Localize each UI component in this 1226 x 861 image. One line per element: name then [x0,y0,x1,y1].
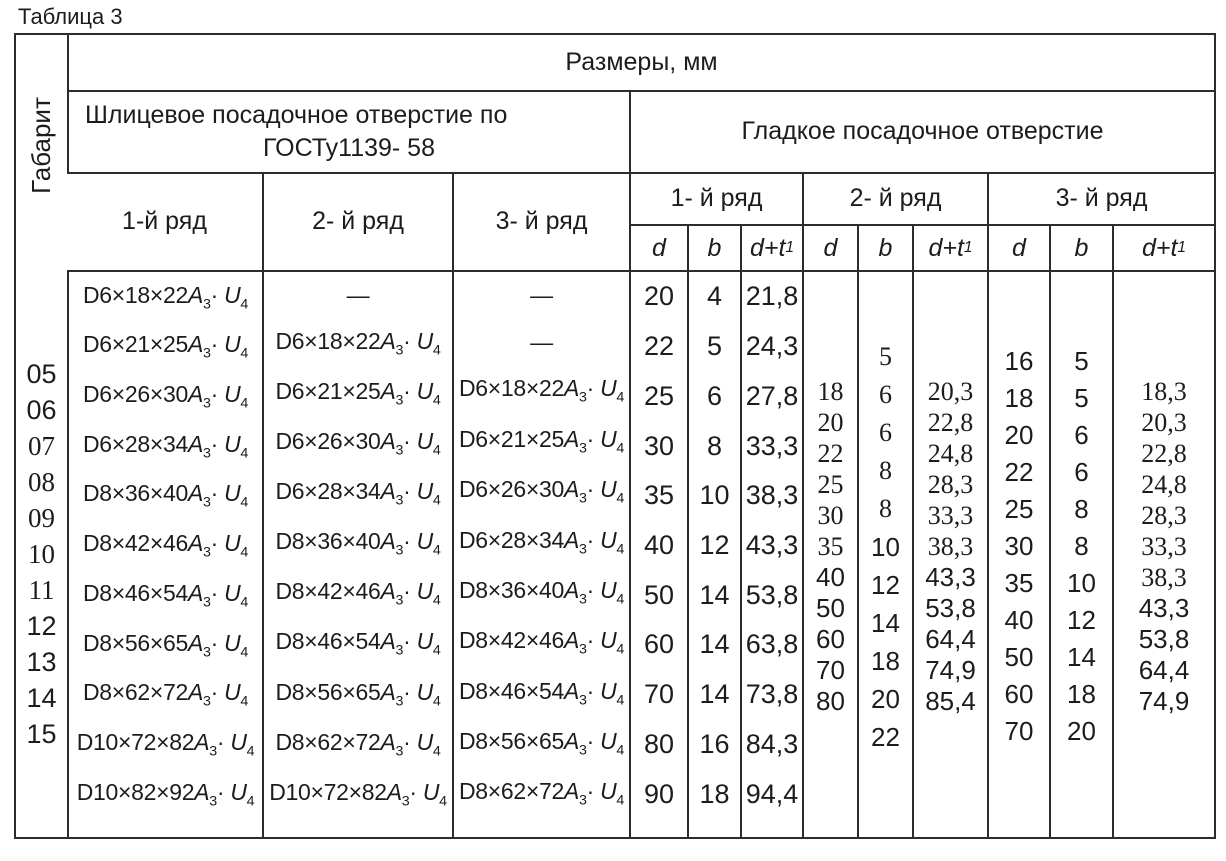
gabarit-header [16,70,67,220]
cell-value: 53,8 [1138,624,1190,654]
shlic-row3-column [452,270,629,837]
cell-value: 22 [1004,457,1034,487]
cell-value: 64,4 [1138,655,1190,685]
cell-value: 22,8 [927,408,974,437]
cell-value: 73,8 [745,679,799,710]
cell-value: 43,3 [925,562,976,592]
cell-value: 53,8 [745,579,799,610]
r3-dt-column [1112,270,1214,837]
cell-value: 20,3 [1141,408,1187,437]
cell-value: $D6\times 18\times 22A_3\cdot U_4$ [82,281,249,313]
cell-value: 33,3 [1141,532,1187,561]
cell-value: 35 [643,480,675,511]
cell-value: 06 [26,394,57,425]
cell-value: $D6\times 28\times 34A_3\cdot U_4$ [82,430,249,462]
cell-value: 24,3 [745,331,799,362]
cell-value: $D8\times 36\times 40A_3\cdot U_4$ [458,576,625,608]
cell-value: 14 [699,579,730,610]
cell-value: 35 [817,532,844,561]
cell-value: 20 [871,683,900,714]
cell-value: 24,8 [927,439,974,468]
cell-value: 38,3 [927,532,974,561]
r2-dt-values [914,264,987,829]
cell-value: $D10\times 82\times 92A_3\cdot U_4$ [76,778,255,810]
cell-value: 18 [1067,679,1096,709]
r1-d-header: d [629,224,687,270]
cell-value: 12 [26,610,57,641]
razmery-header: Размеры, мм [67,35,1214,90]
cell-value: $D10\times 72\times 82A_3\cdot U_4$ [76,729,255,760]
cell-value: 70 [1004,716,1034,746]
cell-value: 60 [816,624,845,654]
cell-value: 09 [28,502,55,533]
cell-value: $D8\times 36\times 40A_3\cdot U_4$ [82,480,249,512]
cell-value: 33,3 [745,430,799,461]
r3-dt-header: d+t 1 [1112,224,1214,270]
cell-value: 25 [643,380,675,411]
r3-d-header: d [987,224,1049,270]
r2-dt-column [912,270,987,837]
r2-d-header: d [802,224,857,270]
cell-value: $D8\times 62\times 72A_3\cdot U_4$ [458,778,625,810]
cell-value: 64,4 [925,624,976,654]
r2-b-header: b [857,224,912,270]
cell-value: 30 [643,430,675,461]
r1-dt-header: d+t 1 [740,224,802,270]
cell-value: 22,8 [1141,439,1187,468]
cell-value: 13 [26,646,57,677]
cell-value: 30 [817,501,844,530]
cell-value: 30 [1004,531,1034,561]
cell-value: 8 [706,430,723,461]
r3-b-values [1051,264,1112,829]
cell-value: 38,3 [745,480,799,511]
table-title: Таблица 3 [18,4,123,29]
cell-value: 94,4 [745,778,799,809]
cell-value: 22 [817,439,844,468]
cell-value: 08 [28,466,55,497]
shlic-row3-header: 3- й ряд [452,172,629,270]
cell-value: $D8\times 42\times 46A_3\cdot U_4$ [82,530,249,561]
cell-value: 18 [817,377,844,406]
cell-value: 07 [28,430,55,461]
cell-value: $D6\times 26\times 30A_3\cdot U_4$ [458,476,625,507]
cell-value: 10 [699,480,730,511]
cell-value: 35 [1004,568,1034,598]
r1-b-column [687,270,740,837]
cell-value: $D6\times 18\times 22A_3\cdot U_4$ [458,375,625,407]
gladkoe-row1-header: 1- й ряд [629,172,802,224]
cell-value: 22 [871,721,900,752]
cell-value: $D6\times 26\times 30A_3\cdot U_4$ [82,381,249,412]
cell-value: 16 [699,728,730,759]
cell-value: 33,3 [927,501,974,530]
cell-value: 4 [706,281,723,312]
cell-value: $D8\times 56\times 65A_3\cdot U_4$ [458,728,625,759]
shlic1-values [69,272,262,837]
r3-b-header: b [1049,224,1112,270]
shlic2-values [264,272,452,837]
cell-value: 90 [643,778,675,809]
cell-value: 25 [1004,494,1034,524]
cell-value: $D6\times 21\times 25A_3\cdot U_4$ [275,378,441,409]
cell-value: 27,8 [745,380,799,411]
r2-b-values [859,264,912,829]
cell-value: 40 [1004,605,1034,635]
cell-value: 28,3 [927,470,974,499]
cell-value: 12 [1067,605,1096,635]
cell-value: 6 [1074,420,1089,450]
cell-value: 43,3 [745,529,799,560]
cell-value: 40 [643,529,675,560]
cell-value: 38,3 [1141,563,1187,592]
r1-d-column [629,270,687,837]
cell-value: $D8\times 62\times 72A_3\cdot U_4$ [275,728,441,760]
r1-dt-column [740,270,802,837]
cell-value: 14 [871,607,900,638]
cell-value: 14 [1067,642,1096,672]
shlic-row2-column [262,270,452,837]
cell-value: $D8\times 42\times 46A_3\cdot U_4$ [458,627,625,658]
r2-d-values [804,264,857,829]
cell-value: $D8\times 56\times 65A_3\cdot U_4$ [82,629,249,661]
cell-value: 21,8 [745,281,799,312]
cell-value: $D8\times 42\times 46A_3\cdot U_4$ [275,578,441,609]
gladkoe-row2-header: 2- й ряд [802,172,987,224]
cell-value: 6 [1074,457,1089,487]
shlic-header-line1: Шлицевое посадочное отверстие по [85,101,508,129]
cell-value: 5 [1074,383,1089,413]
r2-d-column [802,270,857,837]
cell-value: $D8\times 56\times 65A_3\cdot U_4$ [275,678,441,710]
r3-d-column [987,270,1049,837]
cell-value: 70 [643,679,675,710]
r1-b-values [689,272,740,837]
r1-d-values [631,272,687,837]
cell-value: 8 [879,493,892,523]
shlic-row2-header: 2- й ряд [262,172,452,270]
cell-value: 18 [871,645,900,676]
cell-value: $D8\times 62\times 72A_3\cdot U_4$ [82,679,249,710]
cell-value: $D6\times 21\times 25A_3\cdot U_4$ [458,425,625,457]
cell-value: 20 [817,408,844,437]
cell-value: 53,8 [925,593,976,623]
cell-value: 25 [817,470,844,499]
r1-dt-values [742,272,802,837]
cell-value: 40 [816,562,845,592]
cell-value: 8 [1074,494,1089,524]
cell-value: 22 [643,331,675,362]
dimension-table [14,33,1216,839]
cell-value: 50 [1004,642,1034,672]
cell-value: 80 [643,728,675,759]
cell-value: 14 [699,679,730,710]
shlic-row1-header: 1-й ряд [67,172,262,270]
cell-value: 20 [1067,716,1096,746]
cell-value: 74,9 [1138,686,1190,716]
cell-value: 60 [1004,679,1034,709]
cell-value: 5 [879,341,892,371]
shlic3-values [454,272,629,837]
cell-value: 84,3 [745,728,799,759]
cell-value: 8 [879,455,892,485]
cell-value: 10 [1067,568,1096,598]
r2-dt-header: d+t 1 [912,224,987,270]
cell-value: $D6\times 28\times 34A_3\cdot U_4$ [458,526,625,558]
cell-value: 6 [879,417,892,447]
cell-value: 05 [26,358,57,389]
cell-value: — [530,281,553,308]
cell-value: 43,3 [1138,593,1190,623]
shlic-section-header [67,90,629,172]
cell-value: 14 [699,629,730,660]
r1-b-header: b [687,224,740,270]
cell-value: 18 [1004,383,1034,413]
gladkoe-section-header: Гладкое посадочное отверстие [629,90,1214,172]
cell-value: 60 [643,629,675,660]
cell-value: 16 [1004,346,1034,376]
cell-value: 70 [816,655,845,685]
cell-value: $D8\times 46\times 54A_3\cdot U_4$ [275,628,441,660]
cell-value: 6 [706,380,723,411]
cell-value: 15 [26,718,57,749]
r2-b-column [857,270,912,837]
shlic-header-line2: ГОСТу1139- 58 [262,134,435,162]
cell-value: 12 [699,529,730,560]
cell-value: $D8\times 46\times 54A_3\cdot U_4$ [82,579,249,611]
cell-value: 14 [26,682,57,713]
cell-value: $D8\times 36\times 40A_3\cdot U_4$ [275,528,441,559]
cell-value: 85,4 [925,686,976,716]
r3-b-column [1049,270,1112,837]
cell-value: 18,3 [1141,377,1187,406]
cell-value: 80 [816,686,845,716]
cell-value: — [346,281,370,308]
cell-value: 50 [643,579,675,610]
cell-value: $D6\times 18\times 22A_3\cdot U_4$ [275,328,441,359]
cell-value: 24,8 [1141,470,1187,499]
cell-value: 20,3 [927,377,974,406]
cell-value: 10 [28,538,55,569]
gabarit-column [16,35,67,837]
cell-value: 28,3 [1141,501,1187,530]
cell-value: 20 [1004,420,1034,450]
cell-value: $D8\times 46\times 54A_3\cdot U_4$ [458,677,625,709]
cell-value: 10 [871,531,900,562]
cell-value: 8 [1074,531,1089,561]
gabarit-values [16,270,67,837]
cell-value: 12 [871,569,900,600]
gabarit-header-label: Габарит [26,96,57,194]
r3-dt-values [1114,264,1214,829]
cell-value: 50 [816,593,845,623]
cell-value: — [530,328,553,355]
cell-value: 18 [699,778,730,809]
cell-value: 5 [706,331,723,362]
cell-value: 63,8 [745,629,799,660]
cell-value: 11 [28,574,55,605]
cell-value: $D6\times 21\times 25A_3\cdot U_4$ [82,331,249,362]
cell-value: $D6\times 26\times 30A_3\cdot U_4$ [275,428,441,459]
cell-value: $D10\times 72\times 82A_3\cdot U_4$ [269,778,447,810]
cell-value: 6 [879,379,892,409]
gladkoe-row3-header: 3- й ряд [987,172,1214,224]
shlic-row1-column [67,270,262,837]
cell-value: 5 [1074,346,1089,376]
cell-value: 20 [643,281,675,312]
cell-value: 74,9 [925,655,976,685]
r3-d-values [989,264,1049,829]
cell-value: $D6\times 28\times 34A_3\cdot U_4$ [275,478,441,509]
